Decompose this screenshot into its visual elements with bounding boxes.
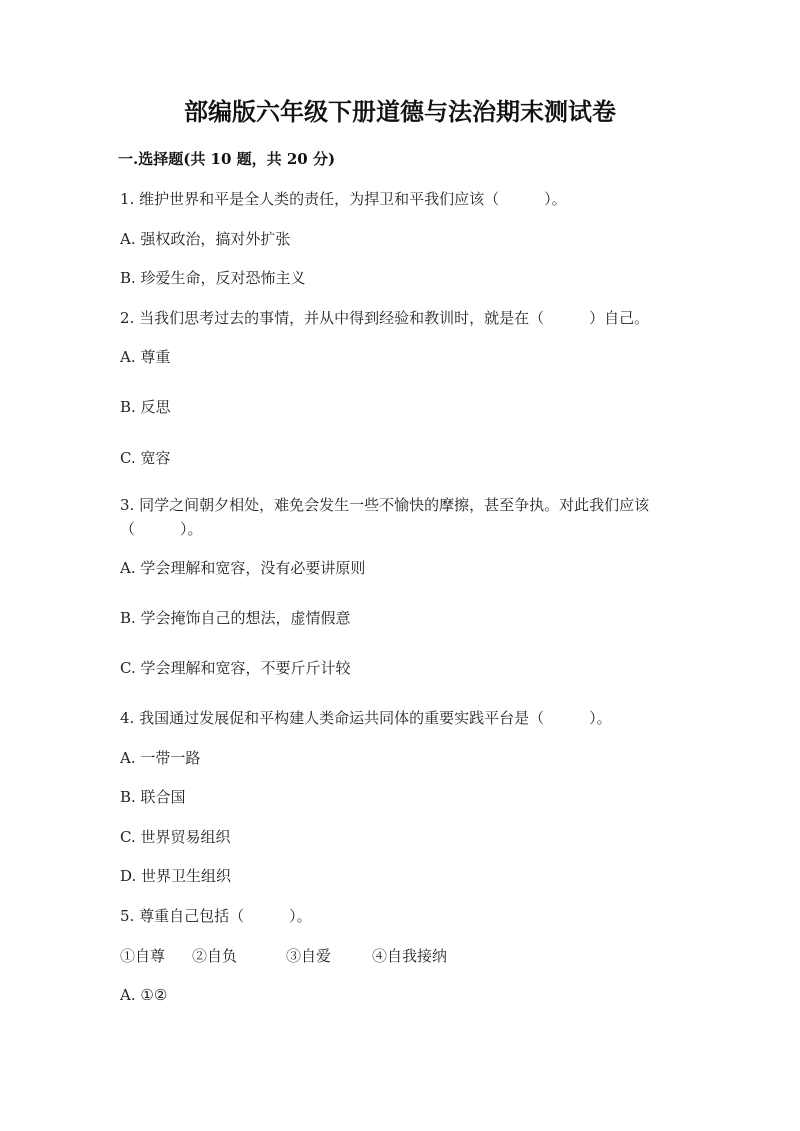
question-3-option-b: B. 学会掩饰自己的想法，虚情假意 — [120, 609, 351, 627]
question-5-option-a: A. ①② — [120, 986, 168, 1004]
question-5-item-4: ④自我接纳 — [372, 947, 448, 965]
question-3-option-a: A. 学会理解和宽容，没有必要讲原则 — [120, 559, 366, 577]
question-4-option-c: C. 世界贸易组织 — [120, 828, 231, 846]
question-2-option-a: A. 尊重 — [120, 348, 171, 366]
question-1-stem: 1. 维护世界和平是全人类的责任，为捍卫和平我们应该（ ）。 — [120, 190, 567, 208]
page-title: 部编版六年级下册道德与法治期末测试卷 — [184, 97, 616, 126]
question-4-option-b: B. 联合国 — [120, 788, 186, 806]
question-2-stem: 2. 当我们思考过去的事情，并从中得到经验和教训时，就是在（ ）自己。 — [120, 309, 650, 327]
question-1-option-b: B. 珍爱生命，反对恐怖主义 — [120, 269, 306, 287]
question-5-item-3: ③自爱 — [286, 947, 332, 965]
section-heading: 一.选择题(共 10 题，共 20 分) — [118, 150, 336, 168]
question-5-item-1: ①自尊 — [120, 947, 166, 965]
question-1-option-a: A. 强权政治，搞对外扩张 — [120, 230, 291, 248]
question-2-option-b: B. 反思 — [120, 398, 171, 416]
question-5-items — [120, 945, 447, 967]
question-3-stem: 3. 同学之间朝夕相处，难免会发生一些不愉快的摩擦，甚至争执。对此我们应该（ ）。 — [120, 496, 650, 538]
question-3-option-c: C. 学会理解和宽容，不要斤斤计较 — [120, 659, 351, 677]
question-4-stem: 4. 我国通过发展促和平构建人类命运共同体的重要实践平台是（ ）。 — [120, 709, 612, 727]
question-5-stem: 5. 尊重自己包括（ ）。 — [120, 907, 312, 925]
question-2-option-c: C. 宽容 — [120, 449, 171, 467]
question-4-option-a: A. 一带一路 — [120, 749, 201, 767]
question-5-item-2: ②自负 — [192, 947, 238, 965]
question-4-option-d: D. 世界卫生组织 — [120, 867, 232, 885]
